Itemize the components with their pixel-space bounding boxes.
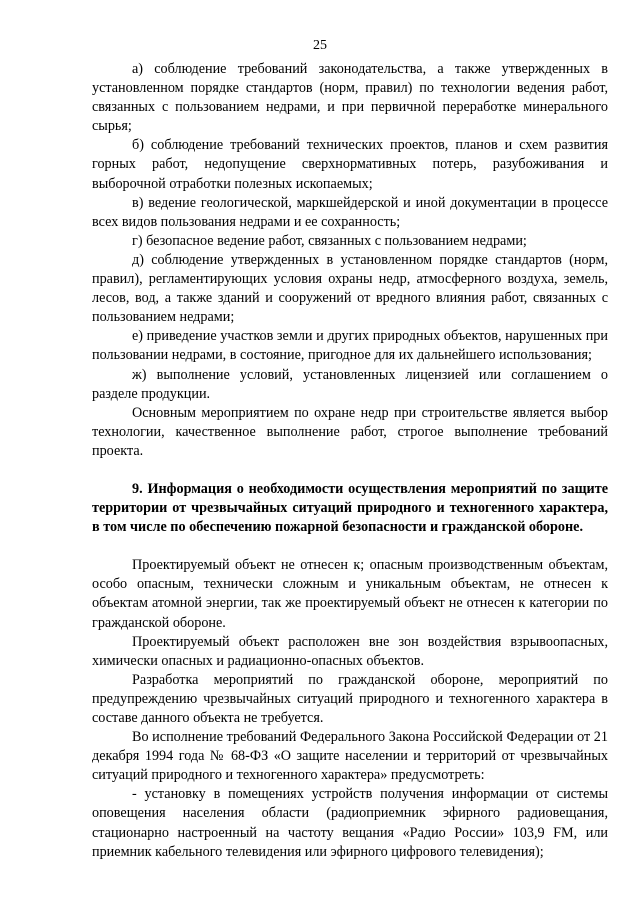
paragraph-a: а) соблюдение требований законодательства, а также утвержденных в установленном порядке стандартов (норм, правил) по технологии ведения работ, связанных с пользованием недрами, и при первичной переработке минерального сырья; — [92, 61, 608, 135]
paragraph-v: в) ведение геологической, маркшейдерской и иной документации в процессе всех видов пользования недрами и ее сохранность; — [92, 194, 608, 230]
paragraph-d: д) соблюдение утвержденных в установленном порядке стандартов (норм, правил), регламентирующих условия охраны недр, атмосферного воздуха, земель, лесов, вод, а также зданий и сооружений от вредного влияния работ, связанных с пользованием недрами; — [92, 251, 608, 326]
spacer — [92, 537, 608, 556]
paragraph-zh: ж) выполнение условий, установленных лицензией или соглашением о разделе продукции. — [92, 366, 608, 402]
spacer — [92, 461, 608, 480]
paragraph-warning-devices: - установку в помещениях устройств получения информации от системы оповещения населения области (радиоприемник эфирного радиовещания, стационарно настроенный на частоту вещания «Радио России» 103,9 FM, или приемник кабельного телевидения или эфирного цифрового телевидения); — [92, 786, 608, 860]
page-content — [92, 60, 608, 862]
page-number: 25 — [313, 38, 327, 53]
paragraph-main-measure: Основным мероприятием по охране недр при строительстве является выбор технологии, качественное выполнение работ, строгое выполнение требований проекта. — [92, 404, 608, 459]
paragraph-object-location: Проектируемый объект расположен вне зон воздействия взрывоопасных, химически опасных и радиационно-опасных объектов. — [92, 633, 608, 669]
paragraph-civil-defense: Разработка мероприятий по гражданской обороне, мероприятий по предупреждению чрезвычайных ситуаций природного и техногенного характера в составе данного объекта не требуется. — [92, 671, 608, 726]
section-heading: 9. Информация о необходимости осуществления мероприятий по защите территории от чрезвычайных ситуаций природного и техногенного характера, в том числе по обеспечению пожарной безопасности и гражданской обороне. — [92, 480, 608, 536]
paragraph-g: г) безопасное ведение работ, связанных с пользованием недрами; — [132, 232, 527, 249]
paragraph-federal-law: Во исполнение требований Федерального Закона Российской Федерации от 21 декабря 1994 года № 68-ФЗ «О защите населении и территорий от чрезвычайных ситуаций природного и техногенного характера» предусмотреть: — [92, 729, 608, 784]
paragraph-object-status: Проектируемый объект не отнесен к; опасным производственным объектам, особо опасным, технически сложным и уникальным объектам, не отнесен к объектам атомной энергии, так же проектируемый объект не отнесен к категории по гражданской обороне. — [92, 557, 608, 631]
paragraph-b: б) соблюдение требований технических проектов, планов и схем развития горных работ, недопущение сверхнормативных потерь, разубоживания и выборочной отработки полезных ископаемых; — [92, 137, 608, 192]
paragraph-e: е) приведение участков земли и других природных объектов, нарушенных при пользовании недрами, в состояние, пригодное для их дальнейшего использования; — [92, 328, 608, 364]
